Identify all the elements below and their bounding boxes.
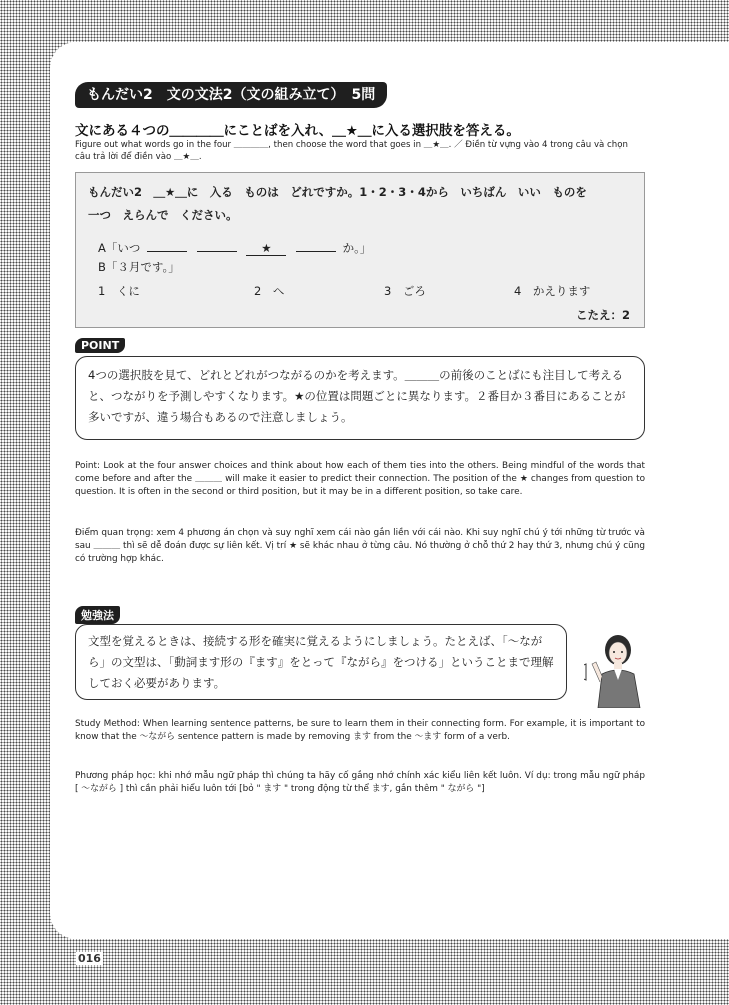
point-text: 4つの選択肢を見て、どれとどれがつながるのかを考えます。＿＿＿の前後のことばにも注目して考えると、つながりを予測しやすくなります。★の位置は問題ごとに異なります。２番目か３番目にあることが多いですが、違う場合もあるので注意しましょう。	[88, 368, 626, 424]
study-label: 勉強法	[75, 606, 120, 624]
instruction-ja: 文にある４つの＿＿＿＿にことばを入れ、＿★＿に入る選択肢を答える。	[75, 123, 520, 139]
line-b: B「３月です。」	[98, 260, 180, 274]
point-label: POINT	[75, 338, 125, 353]
choice-2: 2 へ	[254, 284, 285, 298]
blank-4	[296, 237, 336, 252]
blank-star	[246, 241, 286, 256]
study-text: 文型を覚えるときは、接続する形を確実に覚えるようにしましょう。たとえば、「～ながら」の文型は、「動詞ます形の『ます』をとって『ながら』をつける」ということまで理解しておく必要があります。	[88, 634, 554, 690]
choice-3: 3 ごろ	[384, 284, 426, 298]
instruction-en-vi: Figure out what words go in the four ＿＿＿＿, then choose the word that goes in ＿★＿. ／ Điền từ vựng vào 4 trong câu và chọn câu trả lời để điền vào ＿★＿.	[75, 140, 628, 162]
study-vi: Phương pháp học: khi nhớ mẫu ngữ pháp thì chúng ta hãy cố gắng nhớ chính xác kiểu liên kết luôn. Ví dụ: trong mẫu ngữ pháp [ ～ながら ] thì cần phải hiểu luôn tới [bỏ " ます " trong động từ thể ます, gắn thêm " ながら "]	[75, 771, 645, 794]
question-prompt: もんだい2 ＿★＿に 入る ものは どれですか。1・2・3・4から いちばん いい ものを 一つ えらんで ください。	[88, 185, 587, 222]
choice-4: 4 かえります	[514, 284, 591, 298]
choice-1: 1 くに	[98, 284, 140, 298]
study-bubble	[75, 624, 567, 700]
answer: こたえ：2	[575, 308, 630, 322]
blank-2	[197, 237, 237, 252]
star-icon: ★	[261, 241, 272, 255]
line-a: A「いつ ★ か。」	[98, 237, 371, 256]
point-en: Point: Look at the four answer choices and think about how each of them ties into the others. Being mindful of the words that come before and after the ＿＿＿ will make it easier to predict their connection. The position of the ★ changes from question to question. It is often in the second or third position, but it may be in a different position, so take care.	[75, 461, 645, 497]
point-vi: Điểm quan trọng: xem 4 phương án chọn và suy nghĩ xem cái nào gắn liền với cái nào. Khi suy nghĩ chú ý tới những từ trước và sau ＿＿＿ thì sẽ dễ đoán được sự liên kết. Vị trí ★ sẽ khác nhau ở từng câu. Nó thường ở chỗ thứ 2 hay thứ 3, nhưng chú ý cũng có trường hợp khác.	[75, 528, 645, 564]
page-number: 016	[78, 952, 101, 965]
point-bubble	[75, 356, 645, 440]
section-title: もんだい2 文の文法2（文の組み立て） 5問	[75, 82, 387, 108]
question-box	[75, 172, 645, 328]
study-en: Study Method: When learning sentence patterns, be sure to learn them in their connecting form. For example, it is important to know that the ～ながら sentence pattern is made by removing ます from the ～ます form of a verb.	[75, 719, 645, 742]
teacher-illustration	[584, 628, 646, 708]
blank-1	[147, 237, 187, 252]
